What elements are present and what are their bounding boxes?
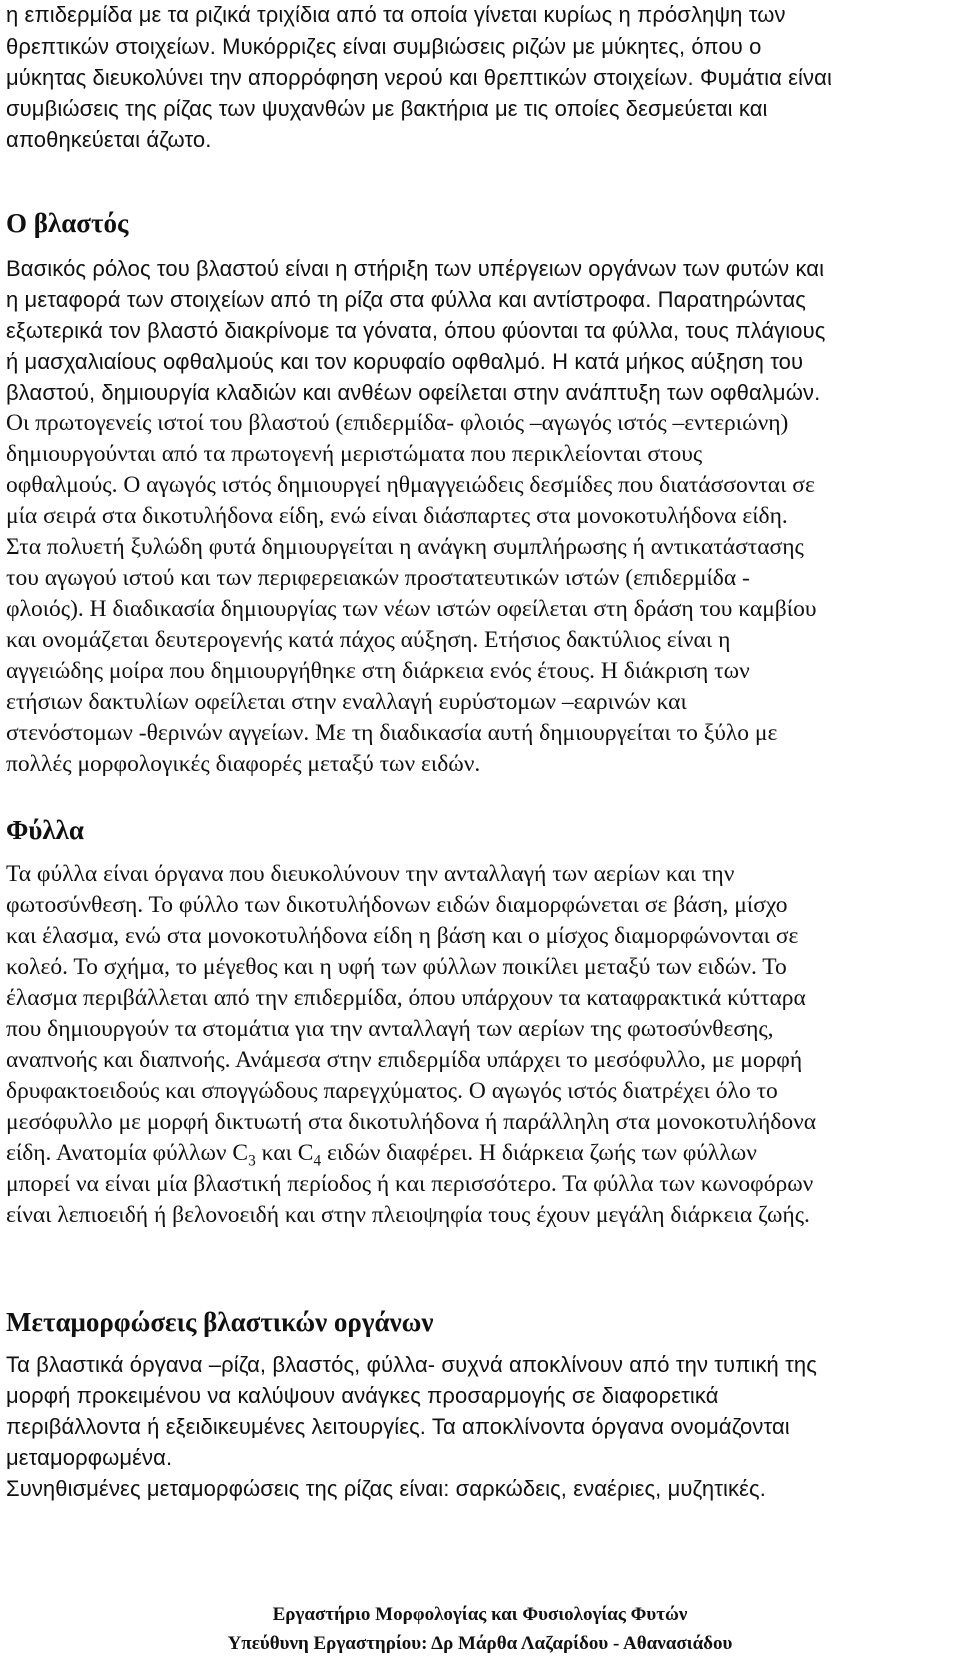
stem-paragraph-line: Βασικός ρόλος του βλαστού είναι η στήριξη των υπέργειων οργάνων των φυτών και [6,256,825,281]
leaves-paragraph-line: μεσόφυλλο με μορφή δικτυωτή στα δικοτυλήδονα ή παράλληλη στα μονοκοτυλήδονα [6,1109,817,1135]
stem-paragraph-line: εξωτερικά τον βλαστό διακρίνομε τα γόνατα, όπου φύονται τα φύλλα, τους πλάγιους [6,318,826,343]
footer-lab-director: Υπεύθυνη Εργαστηρίου: Δρ Μάρθα Λαζαρίδου - Αθανασιάδου [227,1633,733,1654]
c3c4-text-after: ειδών διαφέρει. Η διάρκεια ζωής των φύλλων [321,1140,757,1166]
footer-lab-name: Εργαστήριο Μορφολογίας και Φυσιολογίας Φυτών [272,1604,688,1625]
stem-paragraph-line: Οι πρωτογενείς ιστοί του βλαστού (επιδερμίδα- φλοιός –αγωγός ιστός –εντεριώνη) [6,410,789,436]
stem-paragraph-line: δημιουργούνται από τα πρωτογενή μεριστώματα που περικλείονται στους [6,441,703,467]
intro-line: συμβιώσεις της ρίζας των ψυχανθών με βακτήρια με τις οποίες δεσμεύεται και [6,96,768,121]
leaves-paragraph-line: κολεό. Το σχήμα, το μέγεθος και η υφή των φύλλων ποικίλει μεταξύ των ειδών. Το [6,954,787,980]
intro-line: θρεπτικών στοιχείων. Μυκόρριζες είναι συμβιώσεις ριζών με μύκητες, όπου ο [6,34,762,59]
leaves-paragraph-line: και έλασμα, ενώ στα μονοκοτυλήδονα είδη η βάση και ο μίσχος διαμορφώνονται σε [6,923,799,949]
stem-paragraph-line: η μεταφορά των στοιχείων από τη ρίζα στα φύλλα και αντίστροφα. Παρατηρώντας [6,287,807,312]
leaves-paragraph-line: φωτοσύνθεση. Το φύλλο των δικοτυλήδονων ειδών διαμορφώνεται σε βάση, μίσχο [6,892,788,918]
metamorph-paragraph-line: Συνηθισμένες μεταμορφώσεις της ρίζας είναι: σαρκώδεις, εναέριες, μυζητικές. [6,1476,766,1501]
stem-paragraph-line: οφθαλμούς. Ο αγωγός ιστός δημιουργεί ηθμαγγειώδεις δεσμίδες που διατάσσονται σε [6,472,815,498]
stem-paragraph-line: πολλές μορφολογικές διαφορές μεταξύ των ειδών. [6,751,481,777]
stem-paragraph-line: ή μασχαλιαίους οφθαλμούς και τον κορυφαίο οφθαλμό. Η κατά μήκος αύξηση του [6,349,804,374]
leaves-c3-c4-line [6,1140,757,1171]
section-heading-leaves: Φύλλα [6,815,84,845]
stem-paragraph-line: Στα πολυετή ξυλώδη φυτά δημιουργείται η ανάγκη συμπλήρωσης ή αντικατάστασης [6,534,804,560]
metamorph-paragraph-line: μορφή προκειμένου να καλύψουν ανάγκες προσαρμογής σε διαφορετικά [6,1383,719,1408]
c4-subscript: 4 [313,1152,322,1170]
intro-line: αποθηκεύεται άζωτο. [6,127,212,152]
stem-paragraph-line: και ονομάζεται δευτερογενής κατά πάχος αύξηση. Ετήσιος δακτύλιος είναι η [6,627,731,653]
section-heading-stem: Ο βλαστός [6,208,129,238]
leaves-paragraph-line: είναι λεπιοειδή ή βελονοειδή και στην πλειοψηφία τους έχουν μεγάλη διάρκεια ζωής. [6,1202,810,1228]
intro-line: μύκητας διευκολύνει την απορρόφηση νερού και θρεπτικών στοιχείων. Φυμάτια είναι [6,65,832,90]
leaves-paragraph-line: αναπνοής και διαπνοής. Ανάμεσα στην επιδερμίδα υπάρχει το μεσόφυλλο, με μορφή [6,1047,803,1073]
stem-paragraph-line: βλαστού, δημιουργία κλαδιών και ανθέων οφείλεται στην ανάπτυξη των οφθαλμών. [6,380,821,405]
leaves-paragraph-line: που δημιουργούν τα στομάτια για την ανταλλαγή των αερίων της φωτοσύνθεσης, [6,1016,774,1042]
stem-paragraph-line: στενόστομων -θερινών αγγείων. Με τη διαδικασία αυτή δημιουργείται το ξύλο με [6,720,778,746]
intro-line: η επιδερμίδα με τα ριζικά τριχίδια από τα οποία γίνεται κυρίως η πρόσληψη των [6,2,786,27]
stem-paragraph-line: μία σειρά στα δικοτυλήδονα είδη, ενώ είναι διάσπαρτες στα μονοκοτυλήδονα είδη. [6,503,788,529]
metamorph-paragraph-line: μεταμορφωμένα. [6,1445,173,1470]
stem-paragraph-line: αγγειώδης μοίρα που δημιουργήθηκε στη διάρκεια ενός έτους. Η διάκριση των [6,658,750,684]
c3-subscript: 3 [248,1152,256,1170]
metamorph-paragraph-line: περιβάλλοντα ή εξειδικευμένες λειτουργίες. Τα αποκλίνοντα όργανα ονομάζονται [6,1414,790,1439]
c3c4-text-middle: και C [255,1140,314,1166]
leaves-paragraph-line: δρυφακτοειδούς και σπογγώδους παρεγχύματος. Ο αγωγός ιστός διατρέχει όλο το [6,1078,778,1104]
stem-paragraph-line: του αγωγού ιστού και των περιφερειακών προστατευτικών ιστών (επιδερμίδα - [6,565,750,591]
leaves-paragraph-line: μπορεί να είναι μία βλαστική περίοδος ή και περισσότερο. Τα φύλλα των κωνοφόρων [6,1171,814,1197]
stem-paragraph-line: ετήσιων δακτυλίων οφείλεται στην εναλλαγή ευρύστομων –εαρινών και [6,689,687,715]
leaves-paragraph-line: έλασμα περιβάλλεται από την επιδερμίδα, όπου υπάρχουν τα καταφρακτικά κύτταρα [6,985,806,1011]
c3c4-text-before: είδη. Ανατομία φύλλων C [6,1140,249,1166]
metamorph-paragraph-line: Τα βλαστικά όργανα –ρίζα, βλαστός, φύλλα- συχνά αποκλίνουν από την τυπική της [6,1352,817,1377]
section-heading-metamorphoses: Μεταμορφώσεις βλαστικών οργάνων [6,1307,434,1337]
stem-paragraph-line: φλοιός). Η διαδικασία δημιουργίας των νέων ιστών οφείλεται στη δράση του καμβίου [6,596,817,622]
leaves-paragraph-line: Τα φύλλα είναι όργανα που διευκολύνουν την ανταλλαγή των αερίων και την [6,861,735,887]
